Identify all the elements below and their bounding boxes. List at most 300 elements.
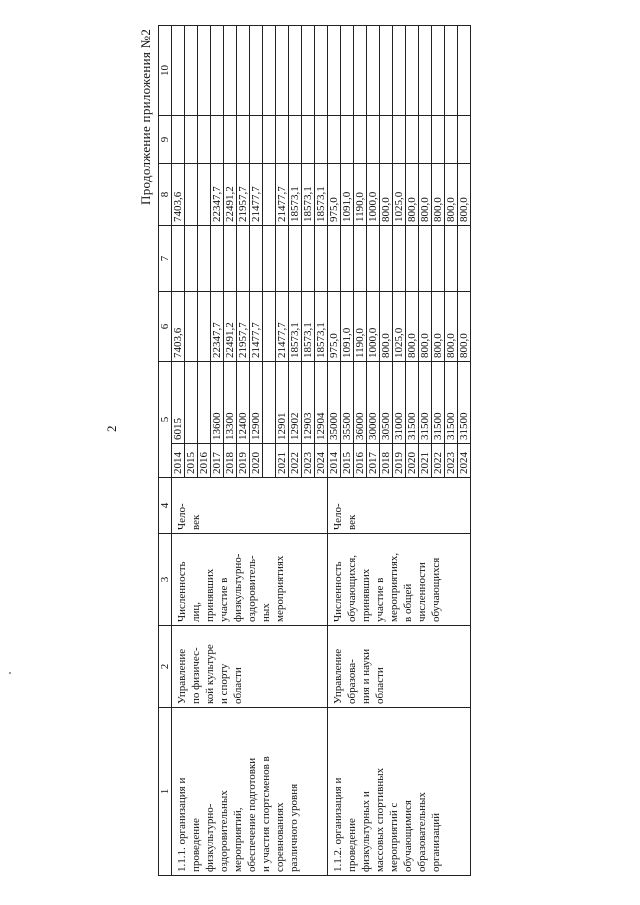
year-value: 2020 <box>250 452 262 474</box>
unit-cell <box>172 478 328 534</box>
col6-cell <box>172 292 185 362</box>
col7-cell <box>263 226 276 292</box>
col8-value: 18573,1 <box>315 186 327 222</box>
col6-cell <box>432 292 445 362</box>
col9-cell <box>250 116 263 164</box>
col8-cell <box>419 164 432 226</box>
col8-value: 18573,1 <box>302 186 314 222</box>
year-cell <box>211 444 224 478</box>
indicator-cell-line: мероприятиях <box>274 555 286 622</box>
col6-value: 22347,7 <box>211 322 223 358</box>
col6-value: 18573,1 <box>302 322 314 358</box>
col8-cell <box>302 164 315 226</box>
year-cell <box>406 444 419 478</box>
col9-cell <box>419 116 432 164</box>
col8-cell <box>289 164 302 226</box>
header-cell <box>159 292 172 362</box>
header-number: 9 <box>159 136 171 143</box>
col8-value: 1091,0 <box>341 191 353 222</box>
col8-value: 1000,0 <box>367 191 379 222</box>
col8-cell <box>185 164 198 226</box>
indicator-cell-line: оздоровитель- <box>246 555 258 622</box>
col5-value: 31000 <box>393 412 405 440</box>
responsible-cell-line: Управление <box>176 648 188 704</box>
col9-cell <box>263 116 276 164</box>
col5-cell <box>198 362 211 444</box>
col7-cell <box>198 226 211 292</box>
col7-cell <box>289 226 302 292</box>
col6-cell <box>302 292 315 362</box>
indicator-cell-line: мероприятиях, <box>388 552 400 622</box>
col10-cell <box>393 26 406 116</box>
col8-value: 21957,7 <box>237 186 249 222</box>
col6-value: 7403,6 <box>172 327 184 358</box>
col6-cell <box>341 292 354 362</box>
col8-cell <box>328 164 341 226</box>
col9-cell <box>328 116 341 164</box>
col10-cell <box>263 26 276 116</box>
responsible-cell-line: области <box>374 667 386 704</box>
col8-cell <box>211 164 224 226</box>
col5-cell <box>315 362 328 444</box>
col8-value: 800,0 <box>432 197 444 222</box>
measure-cell-line: организаций <box>430 812 442 872</box>
col8-cell <box>224 164 237 226</box>
year-value: 2023 <box>302 452 314 474</box>
col6-value: 1190,0 <box>354 328 366 358</box>
year-value: 2024 <box>458 452 470 474</box>
measure-cell-line: проведение <box>190 818 202 872</box>
col5-value: 12904 <box>315 412 327 440</box>
responsible-cell-line: и спорту <box>218 663 230 704</box>
appendix-caption-text: Продолжение приложения №2 <box>138 28 153 205</box>
col8-value: 22491,2 <box>224 186 236 222</box>
col8-value: 800,0 <box>380 197 392 222</box>
year-value: 2017 <box>367 452 379 474</box>
col8-cell <box>406 164 419 226</box>
col8-cell <box>393 164 406 226</box>
col5-cell <box>302 362 315 444</box>
col6-value: 800,0 <box>406 333 418 358</box>
col8-value: 800,0 <box>419 197 431 222</box>
col10-cell <box>315 26 328 116</box>
col7-cell <box>315 226 328 292</box>
col5-value: 31500 <box>445 412 457 440</box>
indicator-cell-line: Численность <box>332 561 344 622</box>
col8-value: 800,0 <box>458 197 470 222</box>
col6-value: 22491,2 <box>224 322 236 358</box>
col6-cell <box>419 292 432 362</box>
year-cell <box>432 444 445 478</box>
header-number: 6 <box>159 323 171 330</box>
year-cell <box>172 444 185 478</box>
col8-value: 1025,0 <box>393 191 405 222</box>
col7-cell <box>458 226 471 292</box>
col5-cell <box>211 362 224 444</box>
col5-cell <box>406 362 419 444</box>
year-cell <box>458 444 471 478</box>
year-value: 2017 <box>211 452 223 474</box>
col7-cell <box>224 226 237 292</box>
col6-cell <box>263 292 276 362</box>
responsible-cell-line: кой культуре <box>204 644 216 704</box>
year-cell <box>185 444 198 478</box>
col8-value: 1190,0 <box>354 192 366 222</box>
col6-cell <box>458 292 471 362</box>
measure-cell-line: различного уровня <box>288 783 300 872</box>
year-value: 2014 <box>328 452 340 474</box>
col6-cell <box>198 292 211 362</box>
measure-cell-line: 1.1.1. организация и <box>176 777 188 872</box>
col6-cell <box>406 292 419 362</box>
col8-cell <box>263 164 276 226</box>
measure-cell-line: проведение <box>346 818 358 872</box>
header-cell <box>159 116 172 164</box>
indicator-cell-line: участие в <box>374 577 386 622</box>
col5-value: 30000 <box>367 412 379 440</box>
col8-cell <box>341 164 354 226</box>
col6-value: 21477,7 <box>250 322 262 358</box>
col5-value: 31500 <box>458 412 470 440</box>
header-cell <box>159 626 172 708</box>
col10-cell <box>250 26 263 116</box>
measure-cell <box>172 708 328 876</box>
col6-cell <box>224 292 237 362</box>
year-value: 2015 <box>185 452 197 474</box>
col6-value: 21477,7 <box>276 322 288 358</box>
col5-value: 13300 <box>224 412 236 440</box>
col7-cell <box>172 226 185 292</box>
year-cell <box>276 444 289 478</box>
col8-value: 800,0 <box>406 197 418 222</box>
header-number: 4 <box>159 502 171 509</box>
col9-cell <box>315 116 328 164</box>
col5-value: 30500 <box>380 412 392 440</box>
col7-cell <box>432 226 445 292</box>
col5-value: 12400 <box>237 412 249 440</box>
indicator-cell-line: ных <box>260 603 272 622</box>
col9-cell <box>354 116 367 164</box>
col5-cell <box>289 362 302 444</box>
year-cell <box>263 444 276 478</box>
indicator-cell-line: физкультурно- <box>232 553 244 622</box>
col5-value: 31500 <box>432 412 444 440</box>
col5-value: 35000 <box>328 412 340 440</box>
col5-value: 36000 <box>354 412 366 440</box>
col10-cell <box>198 26 211 116</box>
header-number: 10 <box>159 65 171 76</box>
header-number: 1 <box>159 788 171 795</box>
col10-cell <box>354 26 367 116</box>
col5-cell <box>341 362 354 444</box>
indicator-cell-line: лиц, <box>190 601 202 622</box>
year-cell <box>367 444 380 478</box>
col5-value: 31500 <box>406 412 418 440</box>
col8-value: 21477,7 <box>250 186 262 222</box>
col5-cell <box>458 362 471 444</box>
col10-cell <box>367 26 380 116</box>
page-number-text: 2 <box>104 425 119 432</box>
col5-cell <box>393 362 406 444</box>
year-cell <box>237 444 250 478</box>
year-value: 2015 <box>341 452 353 474</box>
indicator-cell <box>172 534 328 626</box>
col7-cell <box>380 226 393 292</box>
measure-cell-line: образовательных <box>416 792 428 872</box>
responsible-cell-line: области <box>232 667 244 704</box>
header-cell <box>159 534 172 626</box>
col6-cell <box>185 292 198 362</box>
col6-cell <box>328 292 341 362</box>
col6-cell <box>237 292 250 362</box>
year-cell <box>393 444 406 478</box>
page-number <box>104 426 120 433</box>
col9-cell <box>211 116 224 164</box>
col6-value: 18573,1 <box>289 322 301 358</box>
col5-cell <box>328 362 341 444</box>
header-number: 8 <box>159 191 171 198</box>
col7-cell <box>211 226 224 292</box>
col8-cell <box>380 164 393 226</box>
measure-cell-line: и участия спортсменов в <box>260 756 272 872</box>
col10-cell <box>328 26 341 116</box>
header-row <box>159 26 172 876</box>
responsible-cell-line: по физичес- <box>190 647 202 704</box>
measure-cell-line: 1.1.2. организация и <box>332 777 344 872</box>
col9-cell <box>406 116 419 164</box>
year-value: 2018 <box>224 452 236 474</box>
table-row <box>172 26 185 876</box>
year-cell <box>354 444 367 478</box>
col7-cell <box>419 226 432 292</box>
indicator-cell-line: участие в <box>218 577 230 622</box>
col5-cell <box>263 362 276 444</box>
col6-value: 800,0 <box>419 333 431 358</box>
year-value: 2022 <box>432 452 444 474</box>
indicator-cell <box>328 534 471 626</box>
col9-cell <box>445 116 458 164</box>
year-cell <box>198 444 211 478</box>
col6-value: 18573,1 <box>315 322 327 358</box>
year-value: 2016 <box>354 452 366 474</box>
measure-cell-line: физкультурных и <box>360 791 372 872</box>
col10-cell <box>276 26 289 116</box>
year-cell <box>419 444 432 478</box>
measure-cell-line: обеспечение подготовки <box>246 757 258 872</box>
col8-value: 22347,7 <box>211 186 223 222</box>
col9-cell <box>380 116 393 164</box>
col5-cell <box>445 362 458 444</box>
col10-cell <box>419 26 432 116</box>
year-cell <box>302 444 315 478</box>
col8-cell <box>172 164 185 226</box>
col7-cell <box>341 226 354 292</box>
col8-cell <box>315 164 328 226</box>
col5-value: 12901 <box>276 412 288 440</box>
col5-value: 12903 <box>302 412 314 440</box>
header-cell <box>159 26 172 116</box>
col10-cell <box>237 26 250 116</box>
col5-cell <box>237 362 250 444</box>
header-number: 3 <box>159 576 171 583</box>
col5-cell <box>185 362 198 444</box>
col6-cell <box>211 292 224 362</box>
measure-cell-line: обучающимися <box>402 800 414 872</box>
col8-value: 800,0 <box>445 197 457 222</box>
data-table <box>158 25 471 876</box>
col7-cell <box>367 226 380 292</box>
col8-value: 18573,1 <box>289 186 301 222</box>
col7-cell <box>250 226 263 292</box>
col9-cell <box>276 116 289 164</box>
col9-cell <box>172 116 185 164</box>
col9-cell <box>367 116 380 164</box>
col5-cell <box>224 362 237 444</box>
col6-value: 1000,0 <box>367 327 379 358</box>
col6-cell <box>393 292 406 362</box>
unit-cell <box>328 478 471 534</box>
measure-cell-line: мероприятий, <box>232 807 244 872</box>
col6-cell <box>445 292 458 362</box>
measure-cell-line: мероприятий с <box>388 802 400 872</box>
col9-cell <box>198 116 211 164</box>
indicator-cell-line: принявших <box>360 568 372 622</box>
col10-cell <box>380 26 393 116</box>
responsible-cell-line: Управление <box>332 648 344 704</box>
responsible-cell-line: ния и науки <box>360 648 372 704</box>
header-cell <box>159 362 172 478</box>
year-value: 2020 <box>406 452 418 474</box>
scan-speck <box>9 672 11 674</box>
col5-cell <box>432 362 445 444</box>
year-cell <box>341 444 354 478</box>
col6-value: 1025,0 <box>393 327 405 358</box>
year-cell <box>380 444 393 478</box>
col6-cell <box>315 292 328 362</box>
responsible-cell <box>172 626 328 708</box>
year-value: 2021 <box>276 452 288 474</box>
measure-cell-line: оздоровительных <box>218 790 230 872</box>
col6-value: 800,0 <box>380 333 392 358</box>
col8-cell <box>198 164 211 226</box>
header-number: 2 <box>159 663 171 670</box>
year-cell <box>328 444 341 478</box>
unit-cell-line: век <box>346 514 358 530</box>
year-cell <box>445 444 458 478</box>
responsible-cell <box>328 626 471 708</box>
header-number: 7 <box>159 255 171 262</box>
col10-cell <box>458 26 471 116</box>
col5-cell <box>367 362 380 444</box>
year-value: 2022 <box>289 452 301 474</box>
year-value: 2019 <box>393 452 405 474</box>
col9-cell <box>432 116 445 164</box>
col8-value: 7403,6 <box>172 191 184 222</box>
col10-cell <box>406 26 419 116</box>
col8-cell <box>237 164 250 226</box>
col8-cell <box>432 164 445 226</box>
indicator-cell-line: численности <box>416 562 428 622</box>
measure-cell <box>328 708 471 876</box>
year-cell <box>315 444 328 478</box>
col10-cell <box>445 26 458 116</box>
col9-cell <box>185 116 198 164</box>
col6-cell <box>289 292 302 362</box>
col5-cell <box>380 362 393 444</box>
col9-cell <box>458 116 471 164</box>
col6-cell <box>354 292 367 362</box>
col8-cell <box>250 164 263 226</box>
col5-cell <box>250 362 263 444</box>
col7-cell <box>237 226 250 292</box>
col10-cell <box>172 26 185 116</box>
col7-cell <box>393 226 406 292</box>
col7-cell <box>406 226 419 292</box>
indicator-cell-line: в общей <box>402 583 414 622</box>
col8-cell <box>354 164 367 226</box>
measure-cell-line: массовых спортивных <box>374 767 386 872</box>
col7-cell <box>185 226 198 292</box>
year-cell <box>289 444 302 478</box>
col6-cell <box>367 292 380 362</box>
col10-cell <box>185 26 198 116</box>
col7-cell <box>328 226 341 292</box>
header-cell <box>159 164 172 226</box>
year-value: 2021 <box>419 452 431 474</box>
col9-cell <box>341 116 354 164</box>
unit-cell-line: век <box>190 514 202 530</box>
unit-cell-line: Чело- <box>176 503 188 530</box>
col9-cell <box>237 116 250 164</box>
col8-value: 21477,7 <box>276 186 288 222</box>
col7-cell <box>354 226 367 292</box>
col6-value: 800,0 <box>432 333 444 358</box>
col6-value: 975,0 <box>328 333 340 358</box>
col5-value: 12900 <box>250 412 262 440</box>
data-table-wrapper <box>158 25 471 876</box>
col8-cell <box>445 164 458 226</box>
year-value: 2023 <box>445 452 457 474</box>
col7-cell <box>445 226 458 292</box>
col8-cell <box>367 164 380 226</box>
col9-cell <box>393 116 406 164</box>
col5-value: 31500 <box>419 412 431 440</box>
col6-cell <box>250 292 263 362</box>
col5-cell <box>354 362 367 444</box>
header-cell <box>159 478 172 534</box>
year-value: 2024 <box>315 452 327 474</box>
year-value: 2019 <box>237 452 249 474</box>
col5-value: 6015 <box>172 418 184 440</box>
col10-cell <box>211 26 224 116</box>
col6-value: 1091,0 <box>341 327 353 358</box>
col10-cell <box>341 26 354 116</box>
table-row <box>328 26 341 876</box>
indicator-cell-line: обучающихся <box>430 557 442 622</box>
col10-cell <box>289 26 302 116</box>
col5-value: 13600 <box>211 412 223 440</box>
col5-value: 35500 <box>341 412 353 440</box>
col8-cell <box>458 164 471 226</box>
col5-cell <box>172 362 185 444</box>
col6-cell <box>276 292 289 362</box>
col9-cell <box>302 116 315 164</box>
indicator-cell-line: принявших <box>204 568 216 622</box>
col5-value: 12902 <box>289 412 301 440</box>
appendix-caption <box>138 29 154 205</box>
year-value: 2014 <box>172 452 184 474</box>
year-cell <box>224 444 237 478</box>
